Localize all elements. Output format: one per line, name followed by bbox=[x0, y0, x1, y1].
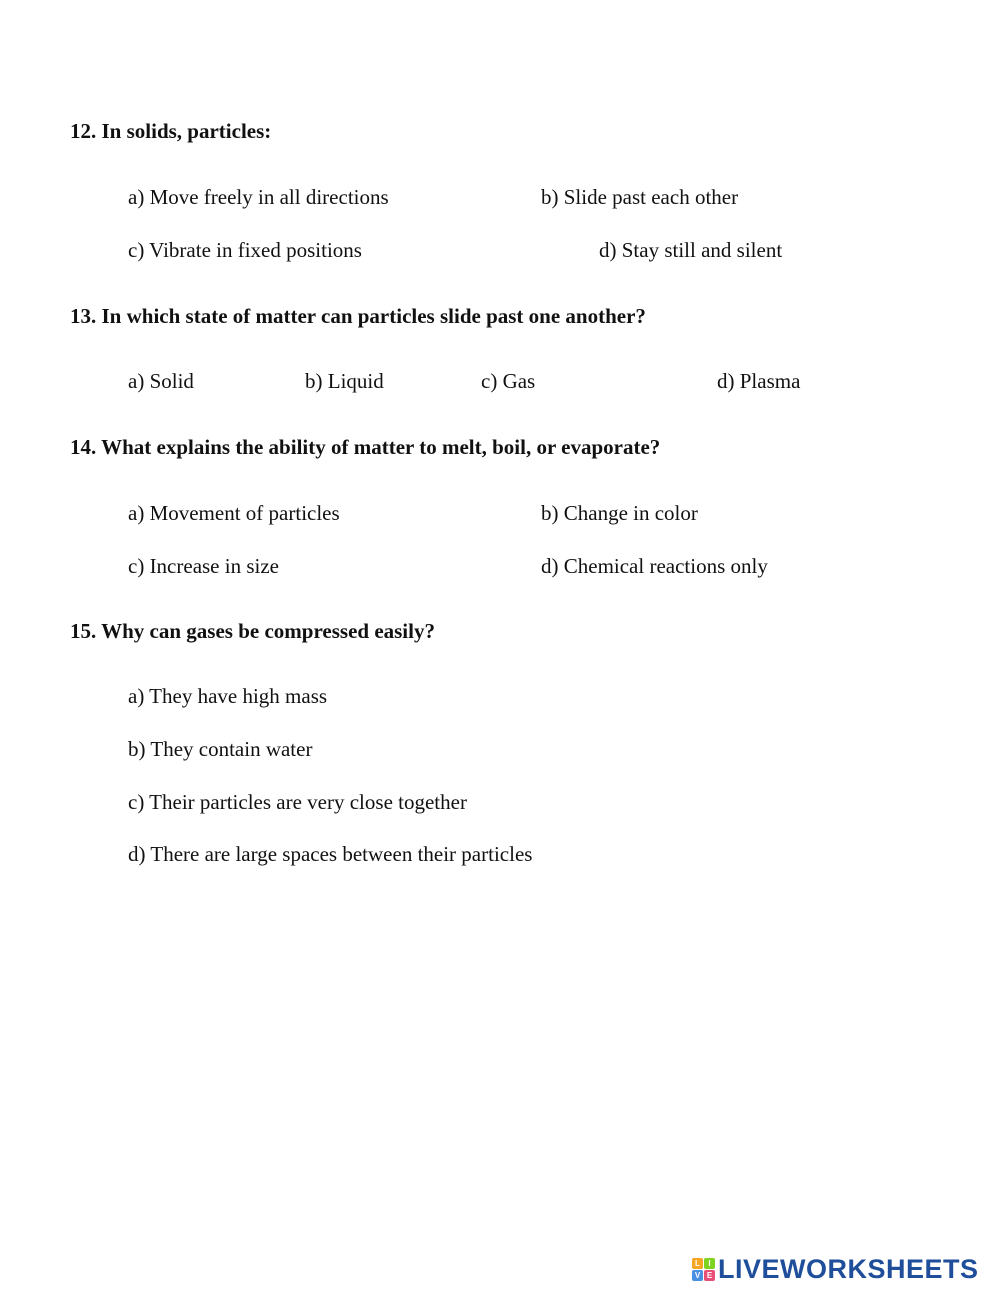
liveworksheets-mark-icon bbox=[692, 1258, 715, 1281]
question-12-option-d[interactable]: d) Stay still and silent bbox=[599, 238, 783, 262]
logo-mark-tile: I bbox=[704, 1258, 715, 1269]
question-13-option-c[interactable]: c) Gas bbox=[481, 369, 536, 393]
question-14-option-d[interactable]: d) Chemical reactions only bbox=[541, 554, 768, 578]
question-12-option-b[interactable]: b) Slide past each other bbox=[541, 185, 739, 209]
question-13-option-b[interactable]: b) Liquid bbox=[305, 369, 384, 393]
question-12-option-c[interactable]: c) Vibrate in fixed positions bbox=[128, 238, 362, 262]
question-14-option-a[interactable]: a) Movement of particles bbox=[128, 501, 340, 525]
question-13-option-a[interactable]: a) Solid bbox=[128, 369, 194, 393]
question-15-option-a[interactable]: a) They have high mass bbox=[128, 684, 328, 708]
question-14-option-c[interactable]: c) Increase in size bbox=[128, 554, 279, 578]
question-15-option-d[interactable]: d) There are large spaces between their particles bbox=[128, 842, 533, 866]
question-12-option-a[interactable]: a) Move freely in all directions bbox=[128, 185, 389, 209]
question-14-text: 14. What explains the ability of matter to melt, boil, or evaporate? bbox=[70, 435, 661, 459]
question-13-option-d[interactable]: d) Plasma bbox=[717, 369, 801, 393]
question-15-text: 15. Why can gases be compressed easily? bbox=[70, 619, 435, 643]
question-14-option-b[interactable]: b) Change in color bbox=[541, 501, 698, 525]
logo-mark-tile: L bbox=[692, 1258, 703, 1269]
liveworksheets-logo bbox=[692, 1253, 979, 1285]
question-15-option-c[interactable]: c) Their particles are very close together bbox=[128, 790, 467, 814]
logo-text: LIVEWORKSHEETS bbox=[718, 1253, 979, 1284]
logo-mark-tile: V bbox=[692, 1270, 703, 1281]
question-13-text: 13. In which state of matter can particles slide past one another? bbox=[70, 304, 646, 328]
question-15-option-b[interactable]: b) They contain water bbox=[128, 737, 313, 761]
logo-mark-tile: E bbox=[704, 1270, 715, 1281]
question-12-text: 12. In solids, particles: bbox=[70, 119, 272, 143]
